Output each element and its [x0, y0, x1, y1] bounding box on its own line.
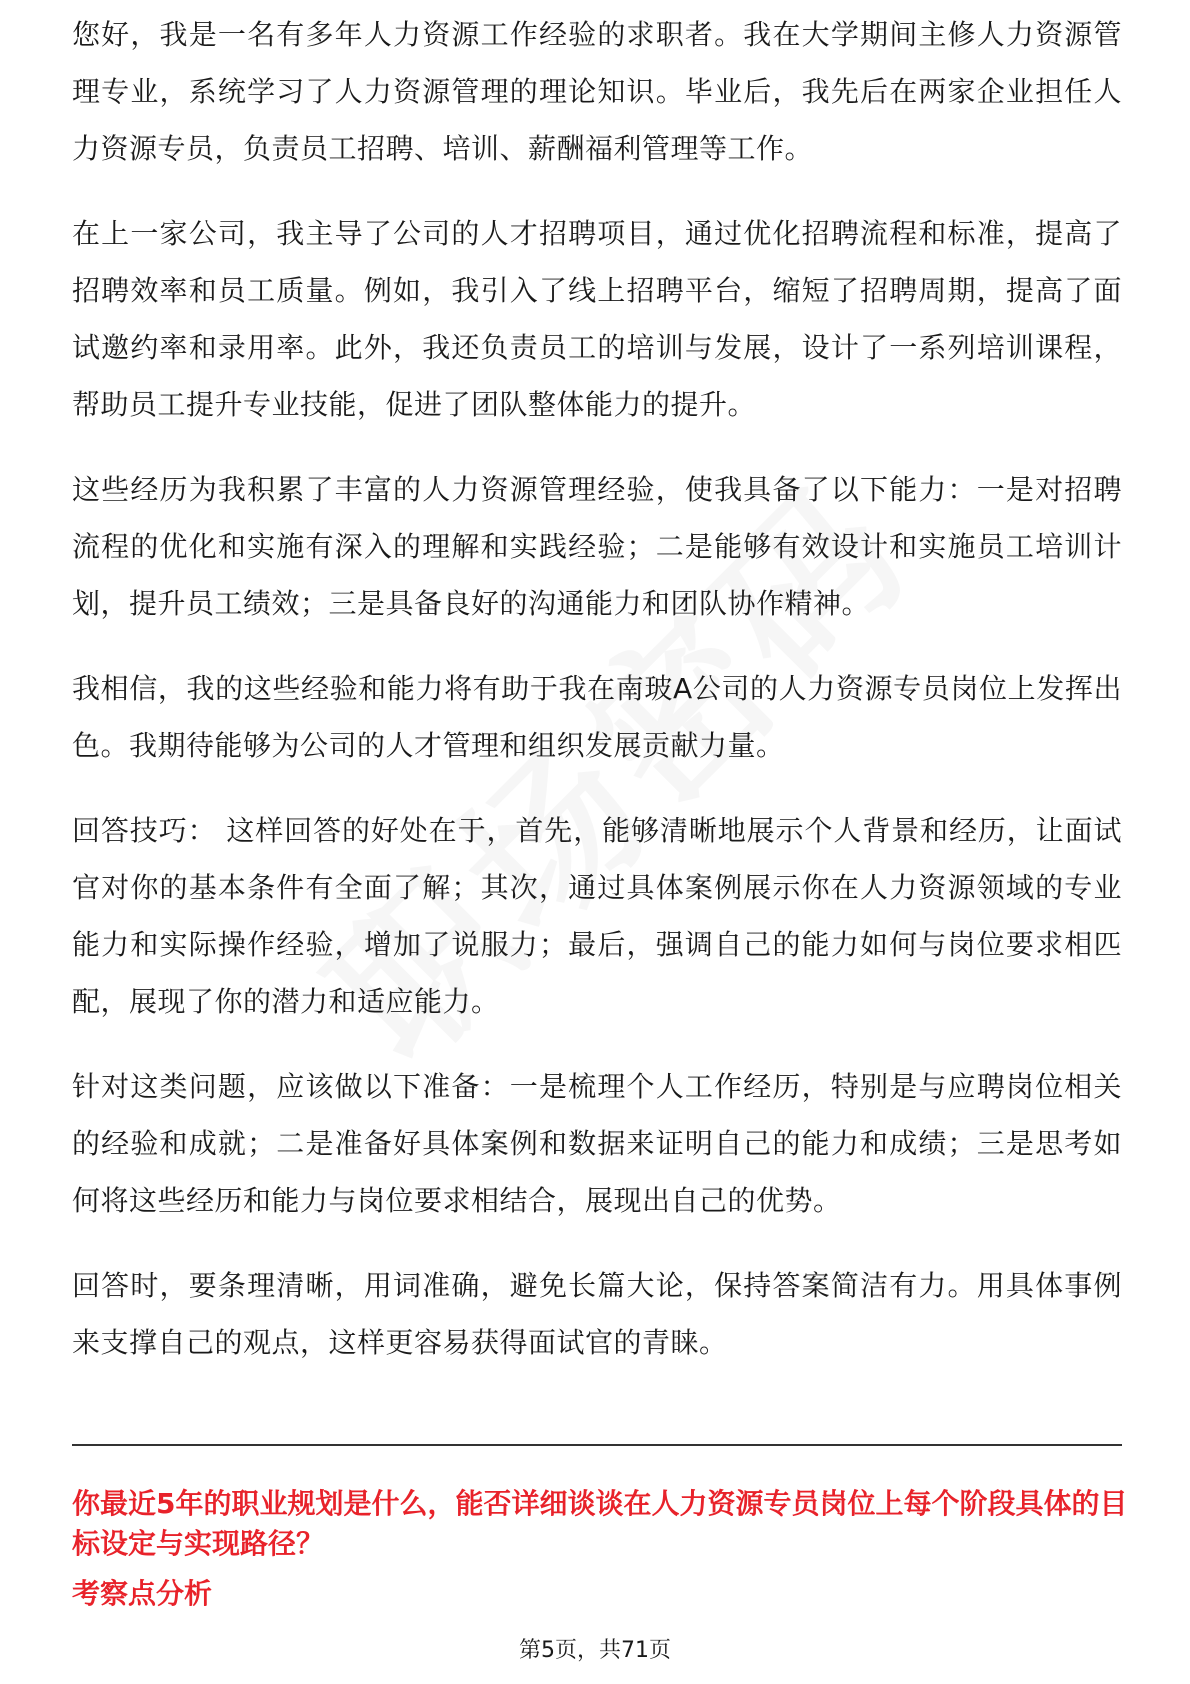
paragraph-intro: 您好，我是一名有多年人力资源工作经验的求职者。我在大学期间主修人力资源管理专业，系统学习了人力资源管理的理论知识。毕业后，我先后在两家企业担任人力资源专员，负责员工招聘、培训、薪酬福利管理等工作。	[72, 18, 1122, 165]
section-divider	[72, 1444, 1122, 1446]
question-heading: 你最近5年的职业规划是什么，能否详细谈谈在人力资源专员岗位上每个阶段具体的目标设定与实现路径？	[72, 1487, 1128, 1560]
paragraph-abilities: 这些经历为我积累了丰富的人力资源管理经验，使我具备了以下能力：一是对招聘流程的优化和实施有深入的理解和实践经验；二是能够有效设计和实施员工培训计划，提升员工绩效；三是具备良好的沟通能力和团队协作精神。	[72, 473, 1122, 620]
paragraph-preparation: 针对这类问题，应该做以下准备：一是梳理个人工作经历，特别是与应聘岗位相关的经验和成就；二是准备好具体案例和数据来证明自己的能力和成绩；三是思考如何将这些经历和能力与岗位要求相结合，展现出自己的优势。	[72, 1070, 1122, 1217]
paragraph-advice: 回答时，要条理清晰，用词准确，避免长篇大论，保持答案简洁有力。用具体事例来支撑自己的观点，这样更容易获得面试官的青睐。	[72, 1269, 1122, 1359]
page-number: 第5页，共71页	[519, 1638, 671, 1663]
paragraph-conclusion: 我相信，我的这些经验和能力将有助于我在南玻A公司的人力资源专员岗位上发挥出色。我期待能够为公司的人才管理和组织发展贡献力量。	[72, 672, 1122, 762]
document-body	[72, 20, 1122, 1399]
paragraph-tips: 回答技巧： 这样回答的好处在于，首先，能够清晰地展示个人背景和经历，让面试官对你的基本条件有全面了解；其次，通过具体案例展示你在人力资源领域的专业能力和实际操作经验，增加了说服力；最后，强调自己的能力如何与岗位要求相匹配，展现了你的潜力和适应能力。	[72, 814, 1122, 1018]
paragraph-experience: 在上一家公司，我主导了公司的人才招聘项目，通过优化招聘流程和标准，提高了招聘效率和员工质量。例如，我引入了线上招聘平台，缩短了招聘周期，提高了面试邀约率和录用率。此外，我还负责员工的培训与发展，设计了一系列培训课程，帮助员工提升专业技能，促进了团队整体能力的提升。	[72, 217, 1122, 421]
analysis-heading: 考察点分析	[72, 1577, 213, 1610]
